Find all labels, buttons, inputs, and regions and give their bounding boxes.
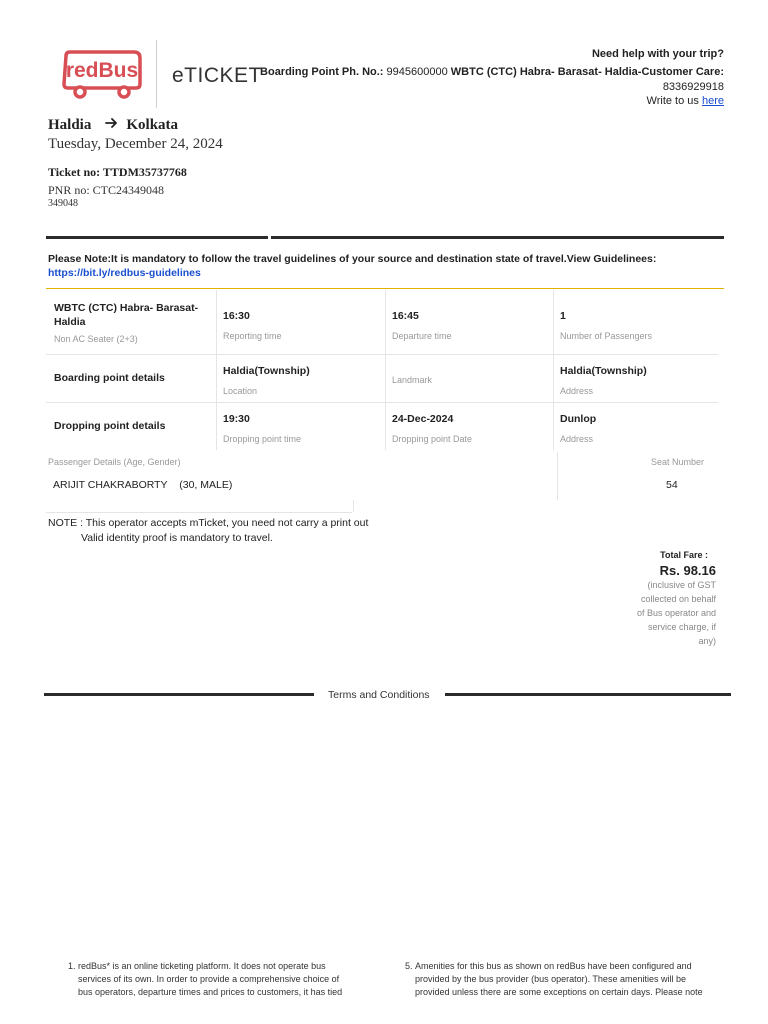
write-to-us-link[interactable]: here [701, 95, 724, 107]
route-to: Kolkata [126, 117, 179, 133]
section-divider-right [271, 236, 724, 239]
redbus-logo [60, 50, 144, 105]
terms-divider-right [445, 693, 731, 696]
terms-item: 1. redBus* is an online ticketing platform. It does not operate bus services of its own. In order to provide a comprehensive choice of bus operators, departure times and prices to customers, it has tied [78, 960, 350, 999]
terms-divider-left [44, 693, 314, 696]
dropping-time-cell [223, 412, 301, 444]
boarding-title: Boarding point details [54, 372, 165, 384]
passenger-row [53, 479, 232, 491]
boarding-address-cell [560, 364, 647, 396]
boarding-location: Haldia(Township) [223, 365, 310, 377]
passenger-count-label: Number of Passengers [560, 331, 653, 341]
departure-cell [392, 309, 452, 341]
operator-note [48, 516, 368, 546]
guidelines-notice [48, 252, 728, 280]
boarding-phone-line [260, 66, 724, 78]
boarding-landmark-cell [392, 375, 432, 385]
route-from: Haldia [48, 117, 92, 133]
passenger-header: Passenger Details (Age, Gender) [48, 457, 181, 467]
journey-date: Tuesday, December 24, 2024 [48, 136, 223, 152]
note-top-line [46, 512, 352, 513]
route [48, 117, 178, 134]
terms-item: 5. Amenities for this bus as shown on redBus have been configured and provided by the bus provider (bus operator). These amenities will be provided unless there are some exceptions on certain days. Please note [415, 960, 715, 999]
dropping-date-cell [392, 412, 472, 444]
boarding-title-cell [54, 371, 165, 385]
doc-title: eTICKET [172, 64, 262, 87]
note-line-1: NOTE : This operator accepts mTicket, you need not carry a print out [48, 517, 369, 529]
operator-cell [54, 301, 209, 344]
arrow-right-icon [105, 117, 118, 134]
write-to-us [647, 95, 724, 107]
boarding-address-label: Address [560, 386, 594, 396]
terms-column-left [60, 960, 350, 1024]
passenger-name: ARIJIT CHAKRABORTY [53, 479, 168, 491]
fare-note: (inclusive of GST collected on behalf of Bus operator and service charge, if any) [636, 580, 716, 646]
boarding-landmark-label: Landmark [392, 375, 433, 385]
passenger-age-gender: (30, MALE) [179, 479, 233, 491]
dropping-address-cell [560, 412, 596, 444]
boarding-phone-label: Boarding Point Ph. No.: [260, 66, 384, 78]
seat-header: Seat Number [650, 457, 704, 467]
reporting-time: 16:30 [223, 310, 250, 322]
row-divider [46, 402, 718, 403]
column-divider [557, 452, 558, 500]
column-divider [353, 500, 354, 512]
departure-time: 16:45 [392, 310, 419, 322]
customer-care-label: WBTC (CTC) Habra- Barasat- Haldia-Customer Care: [450, 66, 724, 78]
bus-type: Non AC Seater (2+3) [54, 334, 138, 344]
write-to-us-label: Write to us [646, 95, 699, 107]
customer-care-number: 8336929918 [662, 81, 724, 93]
row-divider [46, 354, 718, 355]
guidelines-link[interactable]: https://bit.ly/redbus-guidelines [48, 267, 201, 279]
dropping-title-cell [54, 419, 165, 433]
ticket-number: Ticket no: TTDM35737768 [48, 165, 187, 179]
help-heading: Need help with your trip? [591, 48, 724, 60]
column-divider [553, 290, 554, 450]
section-divider-left [46, 236, 268, 239]
total-fare-amount: Rs. 98.16 [659, 563, 716, 578]
operator-name: WBTC (CTC) Habra- Barasat- Haldia [54, 302, 199, 328]
boarding-location-cell [223, 364, 310, 396]
note-line-2: Valid identity proof is mandatory to travel. [81, 532, 273, 544]
column-divider [216, 290, 217, 450]
total-fare-label: Total Fare : [660, 550, 708, 560]
guidelines-text: Please Note:It is mandatory to follow the travel guidelines of your source and destination state of travel.View Guidelinees: [48, 253, 657, 265]
dropping-address: Dunlop [560, 413, 597, 425]
passenger-count: 1 [560, 310, 566, 322]
logo-wordmark: redBus [65, 59, 139, 82]
dropping-address-label: Address [560, 434, 594, 444]
dropping-time-label: Dropping point time [223, 434, 302, 444]
departure-label: Departure time [392, 331, 452, 341]
notice-underline [46, 288, 724, 289]
pnr-suffix: 349048 [48, 198, 78, 209]
dropping-time: 19:30 [223, 413, 250, 425]
pnr-number: PNR no: CTC24349048 [48, 183, 165, 197]
header-divider [156, 40, 157, 108]
boarding-location-label: Location [223, 386, 258, 396]
column-divider [385, 290, 386, 450]
dropping-title: Dropping point details [54, 420, 166, 432]
boarding-address: Haldia(Township) [560, 365, 647, 377]
terms-heading: Terms and Conditions [328, 689, 430, 701]
passengers-cell [560, 309, 652, 341]
boarding-phone-value: 9945600000 [386, 66, 448, 78]
dropping-date-label: Dropping point Date [392, 434, 473, 444]
reporting-label: Reporting time [223, 331, 282, 341]
terms-column-right [397, 960, 715, 1024]
dropping-date: 24-Dec-2024 [392, 413, 454, 425]
seat-number: 54 [666, 479, 678, 491]
reporting-cell [223, 309, 282, 341]
